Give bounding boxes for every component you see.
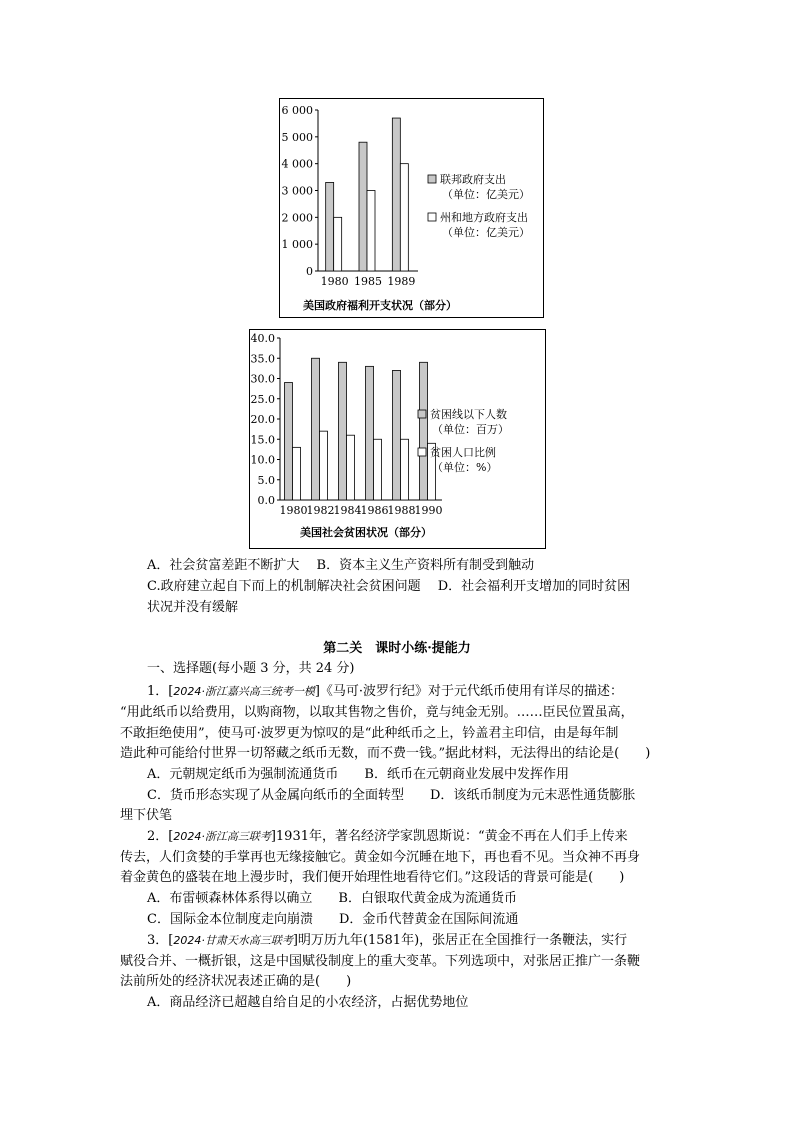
option-cd: C.政府建立起自下而上的机制解决社会贫困问题 D．社会福利开支增加的同时贫困 — [147, 579, 631, 594]
x-tick-label: 1980 — [279, 504, 308, 517]
q1-line1: 1．[2024·浙江嘉兴高三统考一模]《马可·波罗行纪》对于元代纸币使用有详尽的描述： — [147, 684, 624, 699]
q2-option-ab: A．布雷顿森林体系得以确立 B．白银取代黄金成为流通货币 — [147, 891, 517, 906]
q1-line4: 造此种可能给付世界一切帑藏之纸币无数，而不费一钱。”据此材料，无法得出的结论是( ) — [120, 746, 651, 761]
bar — [293, 447, 301, 500]
chart-title: 美国政府福利开支状况（部分） — [303, 299, 457, 312]
poverty-chart-svg — [250, 330, 545, 548]
y-tick-label: 40.0 — [250, 332, 275, 345]
y-tick-label: 20.0 — [250, 413, 275, 426]
legend-unit: （单位：百万） — [432, 423, 509, 436]
legend-swatch — [418, 410, 426, 418]
x-tick-label: 1984 — [333, 504, 362, 517]
bar — [401, 439, 409, 500]
poverty-chart — [249, 329, 546, 549]
chart-title: 美国社会贫困状况（部分） — [300, 526, 432, 539]
bar — [400, 164, 408, 271]
bar — [420, 362, 428, 500]
bar — [359, 142, 367, 271]
q2-line1: 2．[2024·浙江高三联考]1931年，著名经济学家凯恩斯说：“黄金不再在人们手上传来 — [147, 829, 628, 844]
q2-line3: 着金黄色的盛装在地上漫步时，我们便开始理性地看待它们。”这段话的背景可能是( ) — [120, 870, 625, 885]
welfare-spending-chart-svg — [280, 99, 543, 317]
legend-swatch — [428, 175, 436, 183]
section-subtitle: 一、选择题(每小题 3 分，共 24 分) — [147, 661, 355, 676]
q1-line2: “用此纸币以给费用，以购商物，以取其售物之售价，竟与纯金无别。……臣民位置虽高， — [120, 705, 634, 720]
bar — [374, 439, 382, 500]
bar — [347, 435, 355, 500]
y-tick-label: 0 — [306, 265, 313, 278]
q3-line2: 赋役合并、一概折银，这是中国赋役制度上的重大变革。下列选项中，对张居正推广一条鞭 — [120, 954, 641, 969]
legend-unit: （单位：%） — [432, 461, 498, 474]
bar — [339, 362, 347, 500]
bar — [367, 191, 375, 272]
legend-label: 州和地方政府支出 — [440, 211, 528, 224]
y-tick-label: 2 000 — [281, 211, 313, 225]
y-tick-label: 0.0 — [257, 494, 275, 507]
legend-swatch — [428, 213, 436, 221]
legend-label: 贫困线以下人数 — [430, 408, 507, 421]
bar — [285, 383, 293, 500]
y-tick-label: 25.0 — [250, 392, 275, 406]
y-tick-label: 15.0 — [250, 433, 275, 447]
legend-unit: （单位：亿美元） — [442, 226, 530, 239]
section-title: 第二关 课时小练·提能力 — [323, 641, 471, 656]
q2-source: 2024·浙江高三联考 — [173, 830, 271, 843]
legend-label: 联邦政府支出 — [440, 173, 506, 186]
x-tick-label: 1990 — [414, 504, 443, 517]
bar — [393, 370, 401, 500]
y-tick-label: 5.0 — [257, 473, 275, 487]
y-tick-label: 30.0 — [250, 372, 275, 386]
q3-source: 2024·甘肃天水高三联考 — [173, 934, 293, 947]
x-tick-label: 1986 — [360, 504, 389, 517]
option-d-cont: 状况并没有缓解 — [147, 600, 239, 615]
x-tick-label: 1989 — [387, 275, 416, 288]
q1-option-d-cont: 埋下伏笔 — [120, 808, 173, 823]
x-tick-label: 1980 — [320, 275, 349, 288]
q2-option-cd: C．国际金本位制度走向崩溃 D．金币代替黄金在国际间流通 — [147, 912, 519, 927]
bar — [326, 182, 334, 271]
x-tick-label: 1988 — [387, 504, 416, 517]
bar — [392, 118, 400, 271]
legend-label: 贫困人口比例 — [430, 446, 496, 459]
q3-line1: 3．[2024·甘肃天水高三联考]明万历九年(1581年)，张居正在全国推行一条鞭法，实行 — [147, 933, 628, 948]
legend-unit: （单位：亿美元） — [442, 188, 530, 201]
legend-swatch — [418, 448, 426, 456]
q1-option-ab: A．元朝规定纸币为强制流通货币 B．纸币在元朝商业发展中发挥作用 — [147, 767, 569, 782]
q1-line3: 不敢拒绝使用”，使马可·波罗更为惊叹的是“此种纸币之上，钤盖君主印信，由是每年制 — [120, 726, 619, 741]
q2-line2: 传去，人们贪婪的手掌再也无缘接触它。黄金如今沉睡在地下，再也看不见。当众神不再身 — [120, 850, 641, 865]
x-tick-label: 1985 — [354, 275, 382, 288]
q3-line3: 法前所处的经济状况表述正确的是( ) — [120, 974, 352, 989]
y-tick-label: 5 000 — [281, 130, 313, 144]
x-tick-label: 1982 — [306, 504, 335, 517]
option-ab: A．社会贫富差距不断扩大 B．资本主义生产资料所有制受到触动 — [147, 558, 535, 573]
q1-source: 2024·浙江嘉兴高三统考一模 — [173, 685, 315, 698]
welfare-spending-chart — [279, 98, 544, 318]
bar — [312, 358, 320, 500]
bar — [320, 431, 328, 500]
y-tick-label: 1 000 — [281, 238, 313, 252]
y-tick-label: 6 000 — [281, 104, 313, 117]
bar — [366, 366, 374, 500]
y-tick-label: 35.0 — [250, 352, 275, 366]
bar — [334, 217, 342, 271]
y-tick-label: 10.0 — [250, 453, 275, 467]
y-tick-label: 4 000 — [281, 157, 313, 171]
q1-option-cd: C．货币形态实现了从金属向纸币的全面转型 D．该纸币制度为元末恶性通货膨胀 — [147, 788, 636, 803]
y-tick-label: 3 000 — [281, 184, 313, 198]
q3-option-a: A．商品经济已超越自给自足的小农经济，占据优势地位 — [147, 995, 469, 1010]
